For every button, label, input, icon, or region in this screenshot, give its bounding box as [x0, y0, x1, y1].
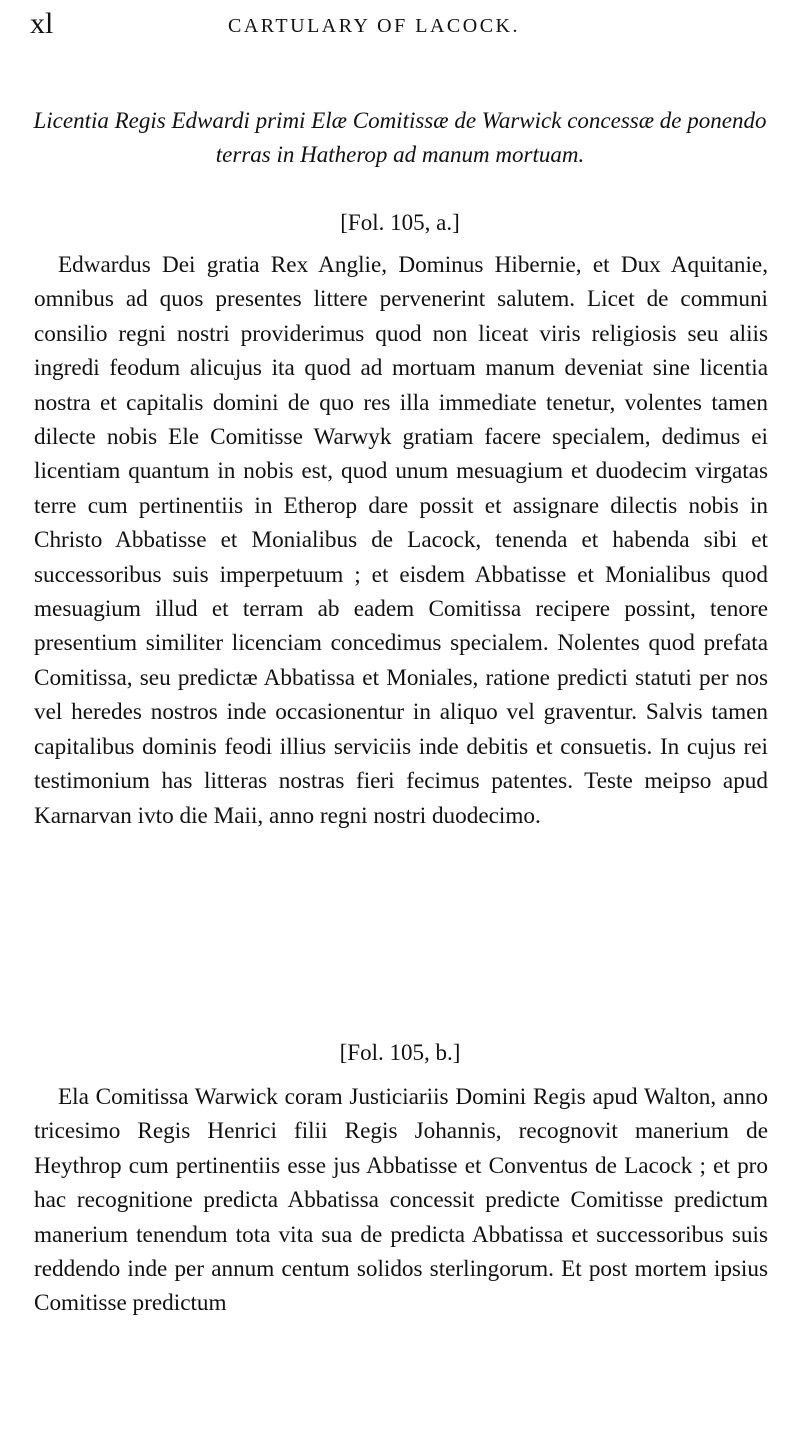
folio-reference: [Fol. 105, a.] [340, 210, 460, 235]
charter-paragraph: Edwardus Dei gratia Rex Anglie, Dominus Hibernie, et Dux Aquitanie, omnibus ad quos presentes littere pervenerint salutem. Licet de communi consilio regni nostri providerimus quod non liceat viris religiosis seu aliis ingredi feodum alicujus ita quod ad mortuam manum deveniat sine licentia nostra et capitalis domini de quo res illa immediate tenetur, volentes tamen dilecte nobis Ele Comitisse Warwyk gratiam facere specialem, dedimus ei licentiam quantum in nobis est, quod unum mesuagium et duodecim virgatas terre cum pertinentiis in Etherop dare possit et assignare dilectis nobis in Christo Abbatisse et Monialibus de Lacock, tenenda et habenda sibi et successoribus suis imperpetuum ; et eisdem Abbatisse et Monialibus quod mesuagium illud et terram ab eadem Comitissa recipere possint, tenore presentium similiter licenciam concedimus specialem. Nolentes quod prefata Comitissa, seu predictæ Abbatissa et Moniales, ratione predicti statuti per nos vel heredes nostros inde occasionentur in aliquo vel graventur. Salvis tamen capitalibus dominis feodi illius serviciis inde debitis et consuetis. In cujus rei testimonium has litteras nostras fieri fecimus patentes. Teste meipso apud Karnarvan ivto die Maii, anno regni nostri duodecimo. [34, 252, 768, 829]
folio-reference: [Fol. 105, b.] [339, 1040, 461, 1065]
running-head [30, 4, 770, 44]
document-heading: Licentia Regis Edwardi primi Elæ Comitissæ de Warwick concessæ de ponendo terras in Hatherop ad manum mortuam. [33, 108, 767, 167]
recognition-paragraph: Ela Comitissa Warwick coram Justiciariis Domini Regis apud Walton, anno tricesimo Regis Henrici filii Regis Johannis, recognovit manerium de Heythrop cum pertinentiis esse jus Abbatisse et Conventus de Lacock ; et pro hac recognitione predicta Abbatissa concessit predicte Comitisse predictum manerium tenendum tota vita sua de predicta Abbatissa et successoribus suis reddendo inde per annum centum solidos sterlingorum. Et post mortem ipsius Comitisse predictum [34, 1084, 768, 1317]
page-number: xl [30, 7, 54, 40]
running-title: CARTULARY OF LACOCK. [228, 15, 520, 37]
